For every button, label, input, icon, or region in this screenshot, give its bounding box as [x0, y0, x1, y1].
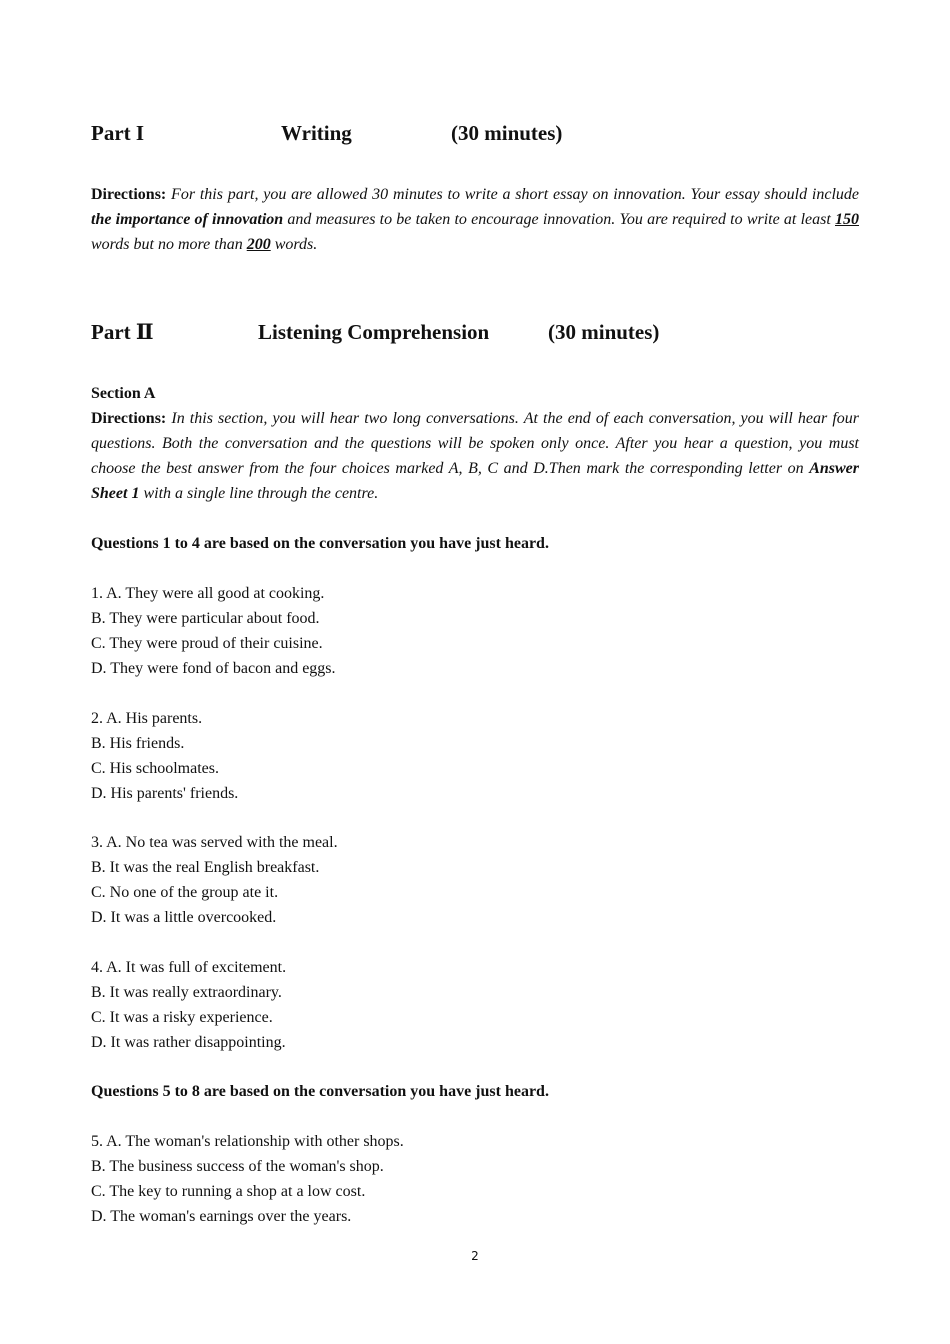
min-word-count: 150: [835, 211, 859, 228]
question-4-option-b: B. It was really extraordinary.: [91, 984, 282, 1001]
part2-directions-text-1: In this section, you will hear two long conversations. At the end of each conversation, you will hear four questions. Both the conversation and the questions will be spoken only once. After you hear a question, you must choose the best answer from the four choices marked A, B, C and D.Then mark the corresponding letter on: [91, 410, 859, 477]
part2-heading: [91, 317, 859, 347]
question-2-option-c: C. His schoolmates.: [91, 760, 219, 777]
part1-heading: [91, 118, 859, 148]
part1-directions-emphasis: the importance of innovation: [91, 211, 284, 228]
part1-directions-text-3: words but no more than: [91, 236, 247, 253]
question-4-option-c: C. It was a risky experience.: [91, 1009, 273, 1026]
question-3-option-b: B. It was the real English breakfast.: [91, 859, 320, 876]
question-group-heading: Questions 1 to 4 are based on the conversation you have just heard.: [91, 535, 549, 552]
question-1-option-a: 1. A. They were all good at cooking.: [91, 585, 325, 602]
question-5-option-d: D. The woman's earnings over the years.: [91, 1208, 352, 1225]
part1-directions-text-1: For this part, you are allowed 30 minutes to write a short essay on innovation. Your essay should include: [166, 186, 859, 203]
part1-directions-label: Directions:: [91, 186, 167, 203]
page-number: 2: [471, 1249, 479, 1263]
question-3-option-c: C. No one of the group ate it.: [91, 884, 279, 901]
part1-time: (30 minutes): [451, 121, 563, 145]
section-a-title: Section A: [91, 385, 156, 402]
part2-directions: [91, 406, 859, 506]
part1-label: Part I: [91, 121, 145, 145]
part2-label: Part Ⅱ: [91, 320, 154, 344]
part2-time: (30 minutes): [548, 320, 660, 344]
question-3-option-a: 3. A. No tea was served with the meal.: [91, 834, 338, 851]
part2-directions-label: Directions:: [91, 410, 167, 427]
part1-directions: [91, 182, 859, 257]
max-word-count: 200: [246, 236, 271, 253]
part2-title: Listening Comprehension: [258, 320, 490, 344]
question-3-option-d: D. It was a little overcooked.: [91, 909, 277, 926]
question-group-heading: Questions 5 to 8 are based on the conversation you have just heard.: [91, 1083, 549, 1100]
question-4-option-d: D. It was rather disappointing.: [91, 1034, 286, 1051]
part1-directions-text-4: words.: [270, 236, 318, 253]
question-2-option-a: 2. A. His parents.: [91, 710, 203, 727]
part2-directions-text-2: with a single line through the centre.: [139, 485, 379, 502]
question-5-option-c: C. The key to running a shop at a low cost.: [91, 1183, 366, 1200]
part1-title: Writing: [281, 121, 352, 145]
answer-sheet-ref: Answer Sheet 1: [91, 460, 859, 502]
question-2-option-d: D. His parents' friends.: [91, 785, 239, 802]
question-5-option-a: 5. A. The woman's relationship with other shops.: [91, 1133, 404, 1150]
question-5-option-b: B. The business success of the woman's shop.: [91, 1158, 384, 1175]
question-1-option-b: B. They were particular about food.: [91, 610, 320, 627]
question-2-option-b: B. His friends.: [91, 735, 185, 752]
question-4-option-a: 4. A. It was full of excitement.: [91, 959, 287, 976]
question-1-option-d: D. They were fond of bacon and eggs.: [91, 660, 336, 677]
part1-directions-text-2: and measures to be taken to encourage innovation. You are required to write at least: [283, 211, 835, 228]
question-1-option-c: C. They were proud of their cuisine.: [91, 635, 323, 652]
